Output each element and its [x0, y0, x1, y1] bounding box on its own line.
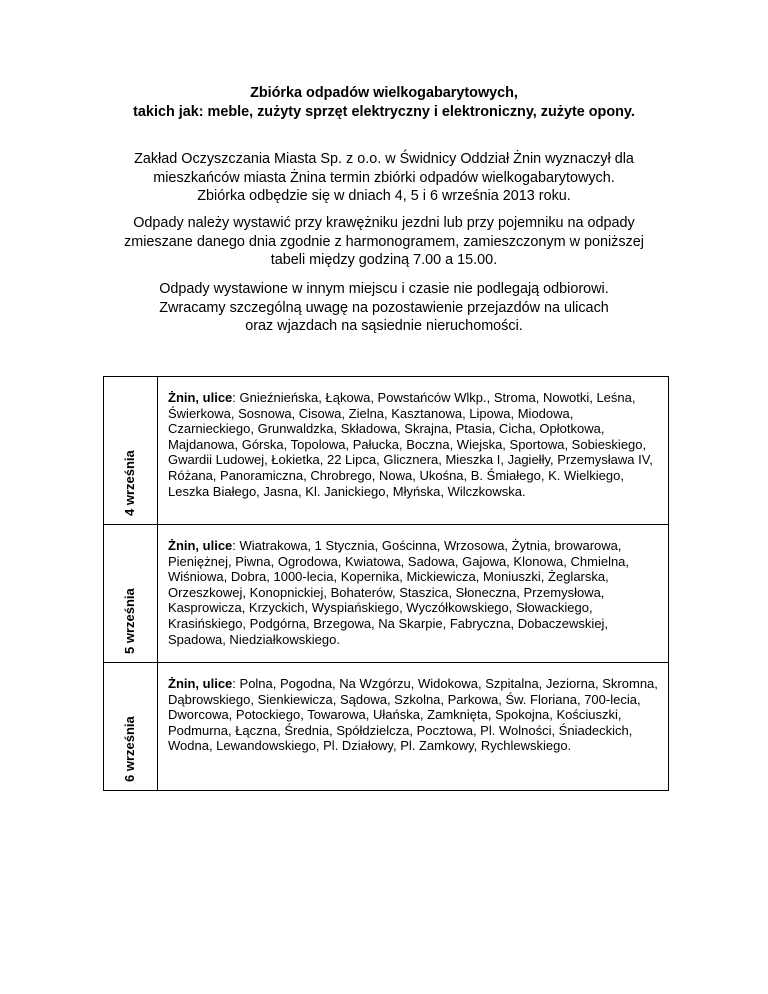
notice-line-3: oraz wjazdach na sąsiednie nieruchomości. — [245, 318, 523, 334]
instructions-line-2: zmieszane danego dnia zgodnie z harmonogramem, zamieszczonym w poniższej — [124, 233, 644, 250]
streets-cell — [158, 525, 669, 663]
intro-line-1: Zakład Oczyszczania Miasta Sp. z o.o. w Świdnicy Oddział Żnin wyznaczył dla — [134, 151, 634, 167]
intro-line-3: Zbiórka odbędzie się w dniach 4, 5 i 6 września 2013 roku. — [197, 188, 571, 204]
intro-paragraph — [40, 150, 728, 206]
date-label: 5 września — [121, 588, 137, 654]
streets-prefix: Żnin, ulice — [168, 390, 233, 405]
streets-list: : Polna, Pogodna, Na Wzgórzu, Widokowa, Szpitalna, Jeziorna, Skromna, Dąbrowskiego, Sienkiewicza, Sądowa, Szkolna, Parkowa, Św. Floriana, 700-lecia, Dworcowa, Potockiego, Towarowa, Ułańska, Zamknięta, Spokojna, Kościuszki, Podmurna, Łączna, Średnia, Spółdzielcza, Pocztowa, Pl. Wolności, Śniadeckich, Wodna, Lewandowskiego, Pl. Działowy, Pl. Zamkowy, Rychlewskiego. — [168, 676, 658, 754]
notice-line-1: Odpady wystawione w innym miejscu i czasie nie podlegają odbiorowi. — [159, 281, 609, 297]
instructions-paragraph — [40, 214, 728, 270]
streets-prefix: Żnin, ulice — [168, 676, 233, 691]
notice-line-2: Zwracamy szczególną uwagę na pozostawienie przejazdów na ulicach — [159, 299, 609, 316]
streets-cell — [158, 663, 669, 791]
title-line-1: Zbiórka odpadów wielkogabarytowych, — [250, 85, 518, 101]
intro-line-2: mieszkańców miasta Żnina termin zbiórki odpadów wielkogabarytowych. — [153, 169, 615, 186]
table-row — [104, 663, 669, 791]
date-cell — [104, 377, 158, 525]
date-cell — [104, 525, 158, 663]
instructions-line-3: tabeli między godziną 7.00 a 15.00. — [270, 252, 498, 268]
table-row — [104, 525, 669, 663]
streets-list: : Gnieźnieńska, Łąkowa, Powstańców Wlkp., Stroma, Nowotki, Leśna, Świerkowa, Sosnowa, Cisowa, Zielna, Kasztanowa, Lipowa, Miodowa, Czarnieckiego, Grunwaldzka, Składowa, Skrajna, Ptasia, Cicha, Opłotkowa, Majdanowa, Górska, Topolowa, Pałucka, Boczna, Wiejska, Sportowa, Sobieskiego, Gwardii Ludowej, Łokietka, 22 Lipca, Glicznera, Mieszka I, Jagiełły, Przemysława IV, Różana, Panoramiczna, Chrobrego, Nowa, Ukośna, B. Śmiałego, K. Wielkiego, Leszka Białego, Jasna, Kl. Janickiego, Młyńska, Wilczkowska. — [168, 390, 653, 499]
instructions-line-1: Odpady należy wystawić przy krawężniku jezdni lub przy pojemniku na odpady — [133, 215, 635, 231]
date-label: 6 września — [121, 716, 137, 782]
title-line-2: takich jak: meble, zużyty sprzęt elektryczny i elektroniczny, zużyte opony. — [133, 104, 635, 120]
date-cell — [104, 663, 158, 791]
streets-cell — [158, 377, 669, 525]
date-label: 4 września — [121, 450, 137, 516]
streets-prefix: Żnin, ulice — [168, 538, 233, 553]
table-row — [104, 377, 669, 525]
notice-paragraph — [40, 280, 728, 336]
streets-list: : Wiatrakowa, 1 Stycznia, Gościnna, Wrzosowa, Żytnia, browarowa, Pieniężnej, Piwna, Ogrodowa, Kwiatowa, Sadowa, Gajowa, Klonowa, Chmielna, Wiśniowa, Dobra, 1000-lecia, Kopernika, Mickiewicza, Moniuszki, Żeglarska, Orzeszkowej, Konopnickiej, Bohaterów, Staszica, Słoneczna, Przemysłowa, Kasprowicza, Krzyckich, Wyspiańskiego, Wyczółkowskiego, Słowackiego, Krasińskiego, Podgórna, Brzegowa, Na Skarpie, Fabryczna, Dobaczewskiej, Spadowa, Niedziałkowskiego. — [168, 538, 630, 647]
document-title — [40, 84, 728, 122]
schedule-table — [103, 376, 669, 791]
